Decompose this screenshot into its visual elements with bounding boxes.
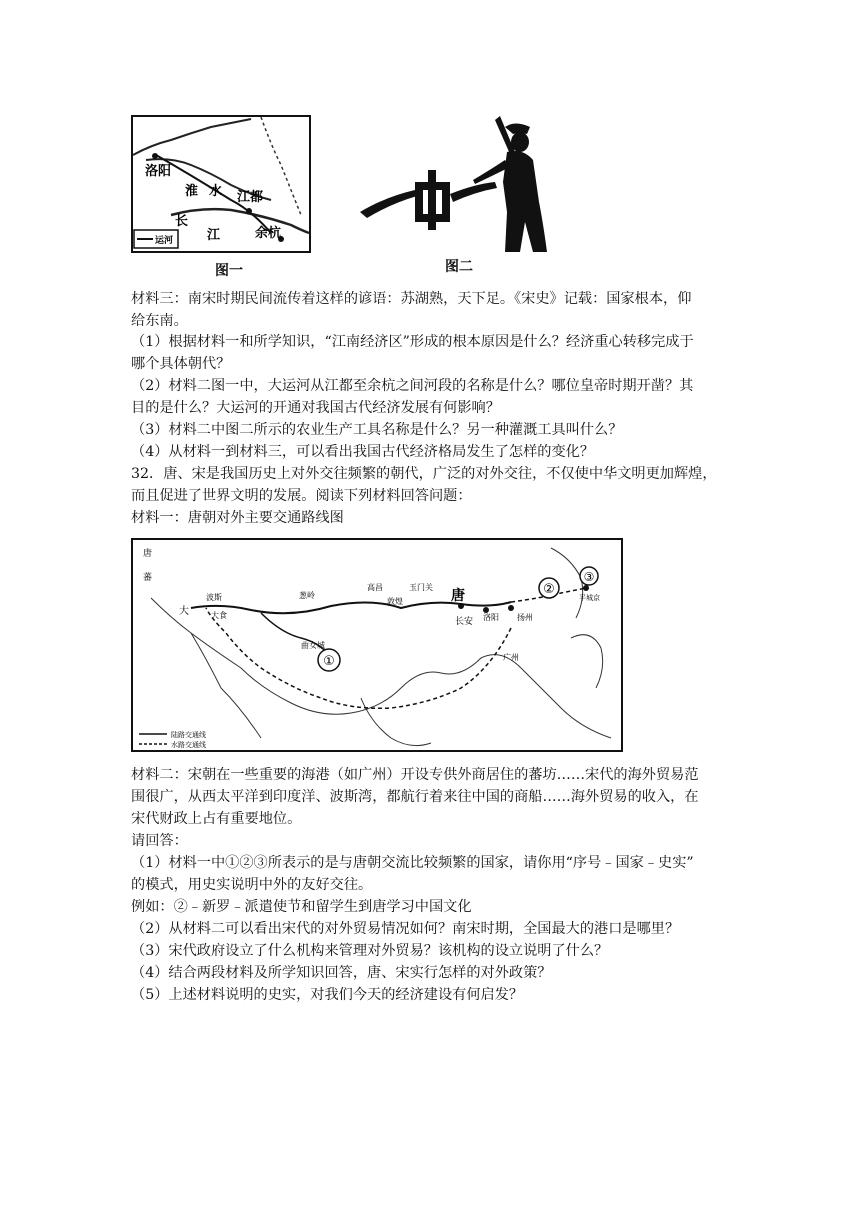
figure-1-canal-map xyxy=(131,115,311,255)
tang-routes-drawing xyxy=(131,538,623,752)
text-line: 而且促进了世界文明的发展。阅读下列材料回答问题： xyxy=(131,488,472,504)
figure-tang-routes-map xyxy=(131,538,623,752)
fig1-label-chang: 长 xyxy=(175,214,189,229)
map2-label-luoyang: 洛阳 xyxy=(483,613,499,622)
canal-map-drawing xyxy=(131,115,311,255)
map2-label-lu: 蕃 xyxy=(143,573,153,583)
text-line: 例如：②﹣新罗﹣派遣使节和留学生到唐学习中国文化 xyxy=(131,899,472,915)
map2-label-yumenguan: 玉门关 xyxy=(409,583,433,592)
text-line: （2）从材料二可以看出宋代的对外贸易情况如何？南宋时期，全国最大的港口是哪里？ xyxy=(131,921,680,937)
fig1-legend-label: 运河 xyxy=(155,236,174,246)
figure-1-caption: 图一 xyxy=(215,263,243,279)
map2-label-yangzhou: 扬州 xyxy=(517,613,533,622)
text-line: （4）结合两段材料及所学知识回答，唐、宋实行怎样的对外政策？ xyxy=(131,965,552,981)
text-line: （4）从材料一到材料三，可以看出我国古代经济格局发生了怎样的变化？ xyxy=(131,444,595,460)
fig1-label-shui: 水 xyxy=(209,184,223,199)
map2-marker-1: ① xyxy=(323,654,335,669)
figure-2-farm-tool xyxy=(355,112,555,260)
text-line: （1）材料一中①②③所表示的是与唐朝交流比较频繁的国家，请你用“序号﹣国家﹣史实” xyxy=(131,855,694,871)
text-line: 材料二：宋朝在一些重要的海港（如广州）开设专供外商居住的蕃坊……宋代的海外贸易范 xyxy=(131,767,699,783)
map2-label-qunucheng: 曲女城 xyxy=(301,641,325,650)
map2-label-dashi: 大食 xyxy=(211,611,227,620)
map2-label-da: 大 xyxy=(179,606,189,617)
text-line: 给东南。 xyxy=(131,313,188,329)
figure-2-caption: 图二 xyxy=(445,259,473,275)
text-line: 哪个具体朝代？ xyxy=(131,356,231,372)
text-line: （5）上述材料说明的史实，对我们今天的经济建设有何启发？ xyxy=(131,987,524,1003)
map2-legend-sea: 水路交通线 xyxy=(171,741,206,749)
map2-marker-3: ③ xyxy=(583,570,595,584)
farm-tool-silhouette xyxy=(355,112,555,260)
text-line: 的模式，用史实说明中外的友好交往。 xyxy=(131,877,373,893)
fig1-label-jiangdu: 江都 xyxy=(237,190,264,205)
text-line: 目的是什么？大运河的开通对我国古代经济发展有何影响？ xyxy=(131,400,500,416)
fig1-label-jiang: 江 xyxy=(207,228,221,243)
map2-marker-2: ② xyxy=(543,582,555,597)
map2-label-tang: 唐 xyxy=(451,588,465,604)
text-line: 围很广，从西太平洋到印度洋、波斯湾，都航行着来往中国的商船……海外贸易的收入，在 xyxy=(131,789,699,805)
map2-legend-land: 陆路交通线 xyxy=(171,731,206,739)
text-line: 材料一：唐朝对外主要交通路线图 xyxy=(131,510,344,526)
map2-label-guangzhou: 广州 xyxy=(503,653,519,662)
map2-label-changan: 长安 xyxy=(455,617,474,627)
text-line: 请回答： xyxy=(131,833,188,849)
text-line: （2）材料二图一中，大运河从江都至余杭之间河段的名称是什么？哪位皇帝时期开凿？其 xyxy=(131,378,694,394)
fig1-label-luoyang: 洛阳 xyxy=(145,164,172,179)
map2-label-bosi: 波斯 xyxy=(206,593,222,602)
text-line: 宋代财政上占有重要地位。 xyxy=(131,811,302,827)
map2-label-pingcheng: 平城京 xyxy=(579,594,600,602)
text-line: （1）根据材料一和所学知识，“江南经济区”形成的根本原因是什么？经济重心转移完成于 xyxy=(131,334,694,350)
question-32-line: 32．唐、宋是我国历史上对外交往频繁的朝代，广泛的对外交往，不仅使中华文明更加辉煌， xyxy=(131,466,717,482)
text-line: 材料三：南宋时期民间流传着这样的谚语：苏湖熟，天下足。《宋史》记载：国家根本，仰 xyxy=(131,291,692,307)
fig1-label-yuhang: 余杭 xyxy=(255,226,282,241)
map2-label-dunhuang: 敦煌 xyxy=(387,597,403,606)
map2-label-gaochang: 高昌 xyxy=(367,583,383,592)
fig1-label-huai: 淮 xyxy=(185,184,199,199)
map2-label-tang-top: 唐 xyxy=(143,549,153,559)
map2-label-congling: 葱岭 xyxy=(299,591,315,600)
text-line: （3）材料二中图二所示的农业生产工具名称是什么？另一种灌溉工具叫什么？ xyxy=(131,422,623,438)
text-line: （3）宋代政府设立了什么机构来管理对外贸易？该机构的设立说明了什么？ xyxy=(131,943,609,959)
